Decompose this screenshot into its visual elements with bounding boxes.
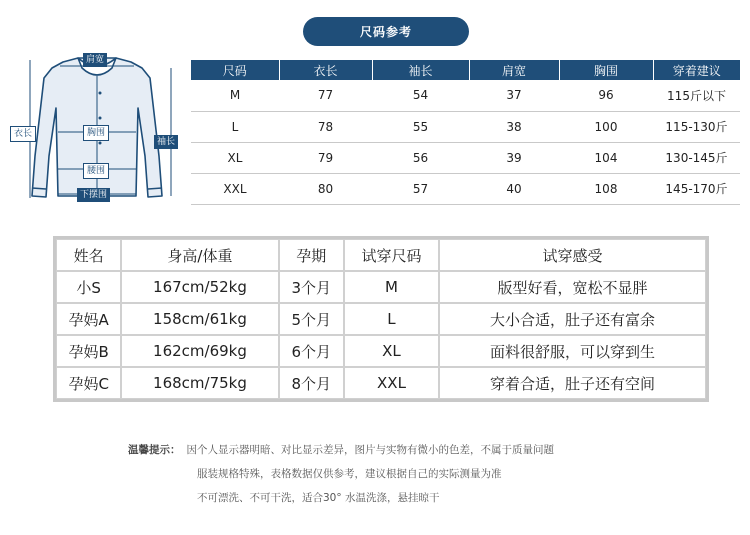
header-shoulder: 肩宽 — [469, 60, 559, 80]
table-cell: 79 — [279, 142, 372, 173]
table-cell: L — [344, 303, 439, 335]
table-cell: 56 — [372, 142, 469, 173]
notes-section — [128, 438, 554, 510]
table-cell: 168cm/75kg — [121, 367, 278, 399]
table-cell: 孕妈A — [56, 303, 121, 335]
header-length: 衣长 — [279, 60, 372, 80]
table-row — [56, 367, 706, 399]
sleeve-label: 袖长 — [154, 135, 178, 149]
table-cell: 55 — [372, 111, 469, 142]
table-cell: 145-170斤 — [653, 173, 740, 204]
table-cell: 3个月 — [279, 271, 344, 303]
table-cell: M — [344, 271, 439, 303]
table-cell: 孕妈C — [56, 367, 121, 399]
note-line — [128, 486, 554, 510]
header-sleeve: 袖长 — [372, 60, 469, 80]
table-cell: 38 — [469, 111, 559, 142]
table-cell: 版型好看，宽松不显胖 — [439, 271, 706, 303]
table-cell: XXL — [191, 173, 279, 204]
table-cell: M — [191, 80, 279, 111]
table-cell: 6个月 — [279, 335, 344, 367]
header-height-weight: 身高/体重 — [121, 239, 278, 271]
table-row — [191, 80, 740, 111]
try-on-table — [53, 236, 709, 402]
table-row — [191, 173, 740, 204]
header-suggestion: 穿着建议 — [653, 60, 740, 80]
table-cell: XL — [344, 335, 439, 367]
table-cell: 77 — [279, 80, 372, 111]
table-cell: XXL — [344, 367, 439, 399]
table-cell: 115斤以下 — [653, 80, 740, 111]
shirt-diagram — [8, 48, 186, 206]
note-text: 因个人显示器明暗、对比显示差异，图片与实物有微小的色差，不属于质量问题 — [186, 444, 554, 456]
table-row — [56, 335, 706, 367]
shoulder-label: 肩宽 — [83, 53, 107, 67]
table-row — [56, 271, 706, 303]
note-text: 服装规格特殊，表格数据仅供参考，建议根据自己的实际测量为准 — [197, 468, 502, 480]
table-cell: 37 — [469, 80, 559, 111]
table-row — [56, 303, 706, 335]
table-cell: 115-130斤 — [653, 111, 740, 142]
header-chest: 胸围 — [559, 60, 653, 80]
table-cell: 8个月 — [279, 367, 344, 399]
table-cell: 104 — [559, 142, 653, 173]
table-cell: 80 — [279, 173, 372, 204]
header-feedback: 试穿感受 — [439, 239, 706, 271]
table-cell: 96 — [559, 80, 653, 111]
chest-label: 胸围 — [83, 125, 109, 141]
table-cell: 158cm/61kg — [121, 303, 278, 335]
table-cell: 大小合适，肚子还有富余 — [439, 303, 706, 335]
table-cell: 78 — [279, 111, 372, 142]
table-cell: 167cm/52kg — [121, 271, 278, 303]
header-pregnancy: 孕期 — [279, 239, 344, 271]
table-cell: 孕妈B — [56, 335, 121, 367]
header-size: 尺码 — [191, 60, 279, 80]
note-line — [128, 462, 554, 486]
size-table — [191, 60, 740, 205]
table-cell: 穿着合适，肚子还有空间 — [439, 367, 706, 399]
table-cell: 小S — [56, 271, 121, 303]
hem-label: 下摆围 — [77, 188, 110, 202]
length-label: 衣长 — [10, 126, 36, 142]
table-cell: 面料很舒服，可以穿到生 — [439, 335, 706, 367]
header-tried-size: 试穿尺码 — [344, 239, 439, 271]
waist-label: 腰围 — [83, 163, 109, 179]
header-name: 姓名 — [56, 239, 121, 271]
table-cell: 130-145斤 — [653, 142, 740, 173]
table-cell: 162cm/69kg — [121, 335, 278, 367]
note-text: 不可漂洗、不可干洗，适合30° 水温洗涤，悬挂晾干 — [197, 492, 440, 504]
note-line — [128, 438, 554, 462]
table-row — [191, 111, 740, 142]
notes-label: 温馨提示： — [128, 444, 181, 456]
table-cell: 39 — [469, 142, 559, 173]
try-table-header — [56, 239, 706, 271]
table-cell: 100 — [559, 111, 653, 142]
table-cell: 40 — [469, 173, 559, 204]
table-cell: 54 — [372, 80, 469, 111]
table-row — [191, 142, 740, 173]
table-cell: L — [191, 111, 279, 142]
table-cell: 108 — [559, 173, 653, 204]
size-reference-title: 尺码参考 — [303, 17, 469, 46]
table-cell: 57 — [372, 173, 469, 204]
table-cell: XL — [191, 142, 279, 173]
size-table-header — [191, 60, 740, 80]
table-cell: 5个月 — [279, 303, 344, 335]
